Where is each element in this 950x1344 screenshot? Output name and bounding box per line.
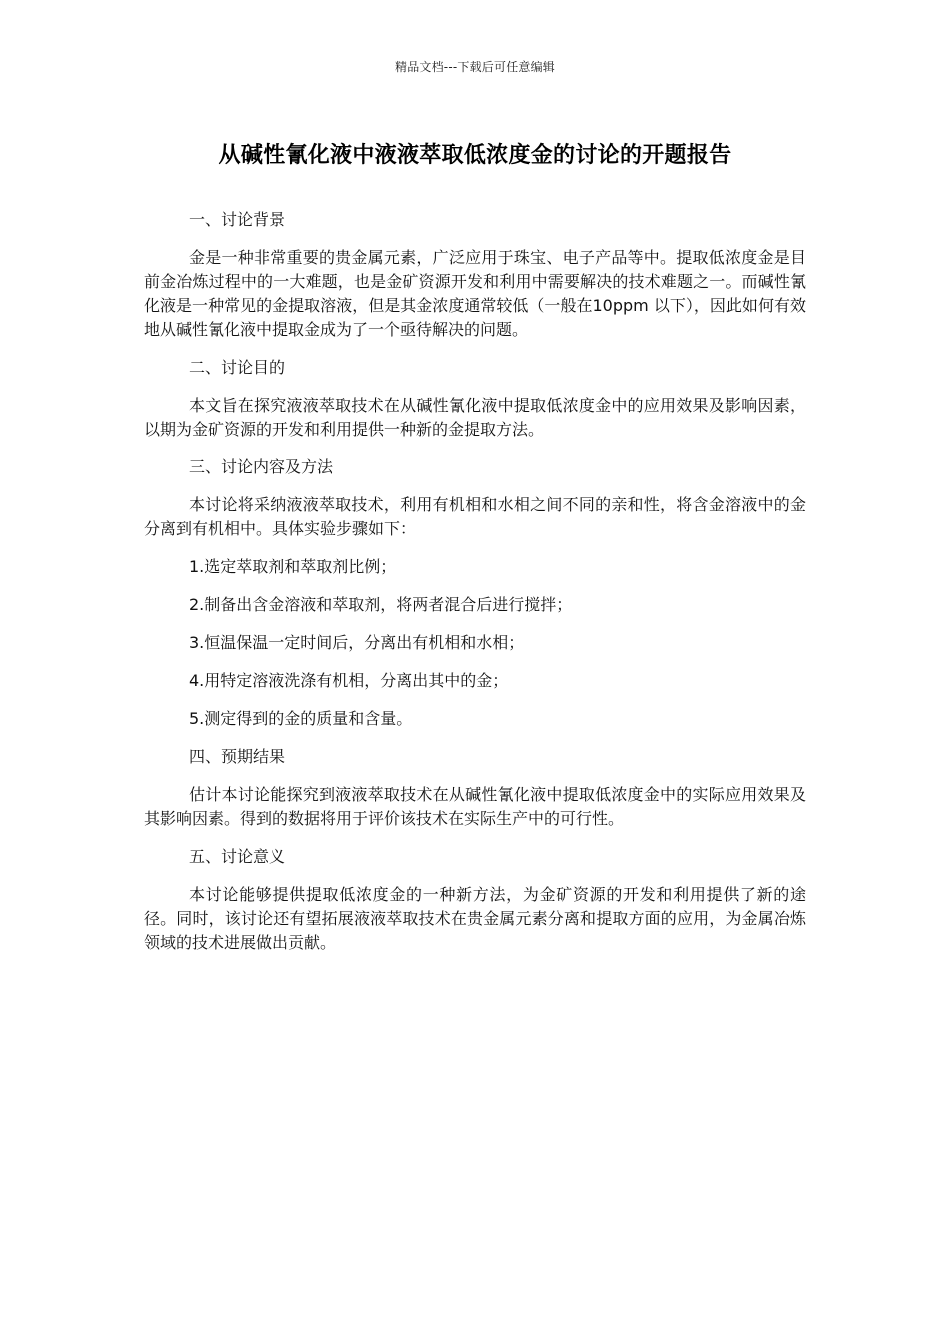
- method-step: 4.用特定溶液洗涤有机相，分离出其中的金；: [189, 671, 509, 690]
- header-note: 精品文档---下载后可任意编辑: [395, 60, 555, 74]
- section-paragraph-methods: 本讨论将采纳液液萃取技术，利用有机相和水相之间不同的亲和性，将含金溶液中的金分离到有机相中。具体实验步骤如下：: [144, 495, 806, 538]
- method-step: 2.制备出含金溶液和萃取剂，将两者混合后进行搅拌；: [189, 595, 573, 614]
- section-paragraph-expected-results: 估计本讨论能探究到液液萃取技术在从碱性氰化液中提取低浓度金中的实际应用效果及其影响因素。得到的数据将用于评价该技术在实际生产中的可行性。: [144, 785, 806, 828]
- document-body: [144, 208, 806, 955]
- section-paragraph-significance: 本讨论能够提供提取低浓度金的一种新方法，为金矿资源的开发和利用提供了新的途径。同时，该讨论还有望拓展液液萃取技术在贵金属元素分离和提取方面的应用，为金属冶炼领域的技术进展做出贡献。: [144, 885, 806, 952]
- section-heading-purpose: 二、讨论目的: [189, 358, 286, 377]
- section-heading-methods: 三、讨论内容及方法: [189, 457, 334, 476]
- method-step: 1.选定萃取剂和萃取剂比例；: [189, 557, 397, 576]
- section-paragraph-purpose: 本文旨在探究液液萃取技术在从碱性氰化液中提取低浓度金中的应用效果及影响因素，以期为金矿资源的开发和利用提供一种新的金提取方法。: [144, 396, 806, 439]
- method-step: 3.恒温保温一定时间后，分离出有机相和水相；: [189, 633, 525, 652]
- section-heading-expected-results: 四、预期结果: [189, 747, 286, 766]
- method-step: 5.测定得到的金的质量和含量。: [189, 709, 413, 728]
- section-heading-background: 一、讨论背景: [189, 210, 286, 229]
- document-title: 从碱性氰化液中液液萃取低浓度金的讨论的开题报告: [218, 143, 732, 168]
- section-paragraph-background: 金是一种非常重要的贵金属元素，广泛应用于珠宝、电子产品等中。提取低浓度金是目前金冶炼过程中的一大难题，也是金矿资源开发和利用中需要解决的技术难题之一。而碱性氰化液是一种常见的金提取溶液，但是其金浓度通常较低（一般在10ppm 以下），因此如何有效地从碱性氰化液中提取金成为了一个亟待解决的问题。: [144, 248, 806, 339]
- section-heading-significance: 五、讨论意义: [189, 847, 286, 866]
